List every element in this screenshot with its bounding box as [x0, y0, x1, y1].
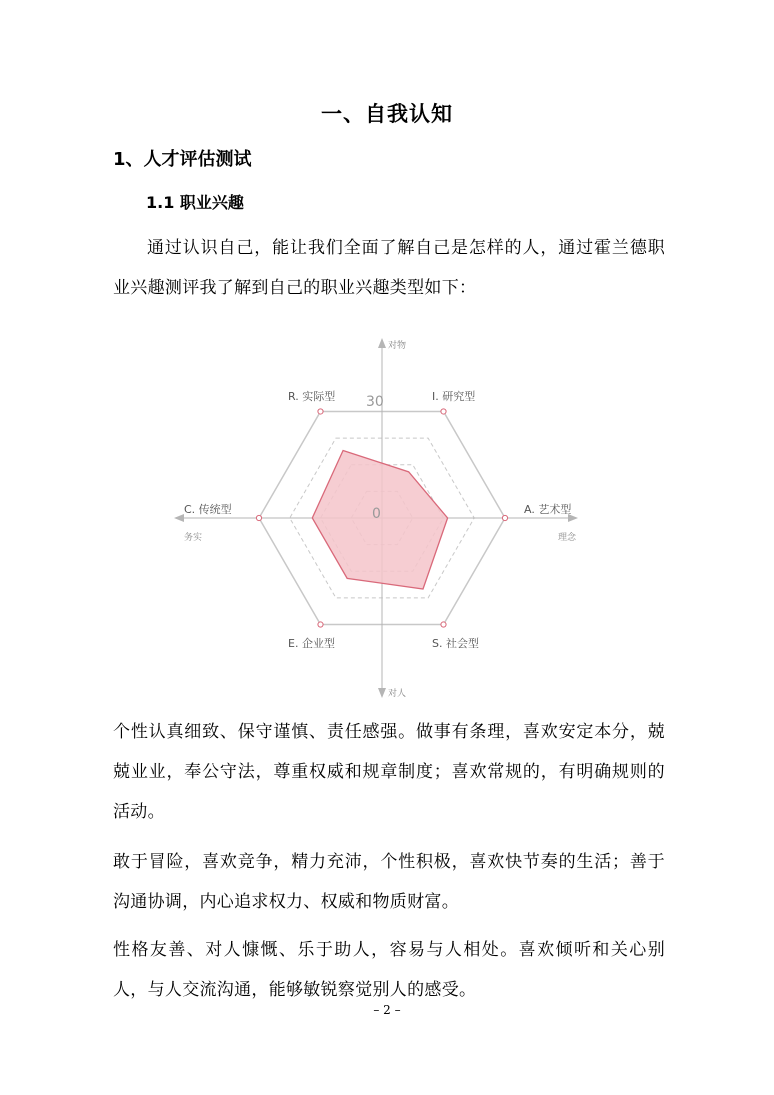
scale-max-label: 30	[366, 394, 384, 410]
vertex-marker-4	[318, 622, 323, 627]
vertex-marker-1	[441, 409, 446, 414]
dimension-label-e: E. 企业型	[288, 637, 335, 650]
dimension-label-i: I. 研究型	[432, 390, 476, 403]
axis-label-right: 理念	[558, 533, 577, 543]
arrow-down-icon	[378, 688, 386, 698]
vertex-marker-2	[502, 515, 507, 520]
description-paragraph-2: 敢于冒险，喜欢竞争，精力充沛，个性积极，喜欢快节奏的生活；善于沟通协调，内心追求权力、权威和物质财富。	[113, 852, 665, 912]
arrow-left-icon	[174, 514, 184, 522]
axis-label-bottom: 对人	[388, 689, 407, 699]
page-number: – 2 –	[373, 1003, 401, 1017]
section-title: 一、自我认知	[321, 102, 453, 126]
vertex-marker-0	[318, 409, 323, 414]
vertex-marker-5	[256, 515, 261, 520]
axis-label-top: 对物	[388, 341, 407, 351]
dimension-label-a: A. 艺术型	[524, 503, 572, 516]
holland-radar-chart	[170, 332, 590, 702]
subsection-title: 1、人才评估测试	[113, 149, 252, 170]
intro-paragraph: 通过认识自己，能让我们全面了解自己是怎样的人，通过霍兰德职业兴趣测评我了解到自己的职业兴趣类型如下：	[113, 238, 665, 298]
arrow-up-icon	[378, 338, 386, 348]
dimension-label-c: C. 传统型	[184, 503, 232, 516]
scale-zero-label: 0	[372, 506, 381, 522]
subsubsection-title: 1.1 职业兴趣	[146, 193, 244, 212]
description-paragraph-3: 性格友善、对人慷慨、乐于助人，容易与人相处。喜欢倾听和关心别人，与人交流沟通，能够敏锐察觉别人的感受。	[113, 940, 665, 1000]
dimension-label-s: S. 社会型	[432, 637, 479, 650]
description-paragraph-1: 个性认真细致、保守谨慎、责任感强。做事有条理，喜欢安定本分，兢兢业业，奉公守法，尊重权威和规章制度；喜欢常规的，有明确规则的活动。	[113, 722, 665, 822]
vertex-marker-3	[441, 622, 446, 627]
axis-label-left: 务实	[184, 533, 203, 543]
dimension-label-r: R. 实际型	[288, 390, 336, 403]
